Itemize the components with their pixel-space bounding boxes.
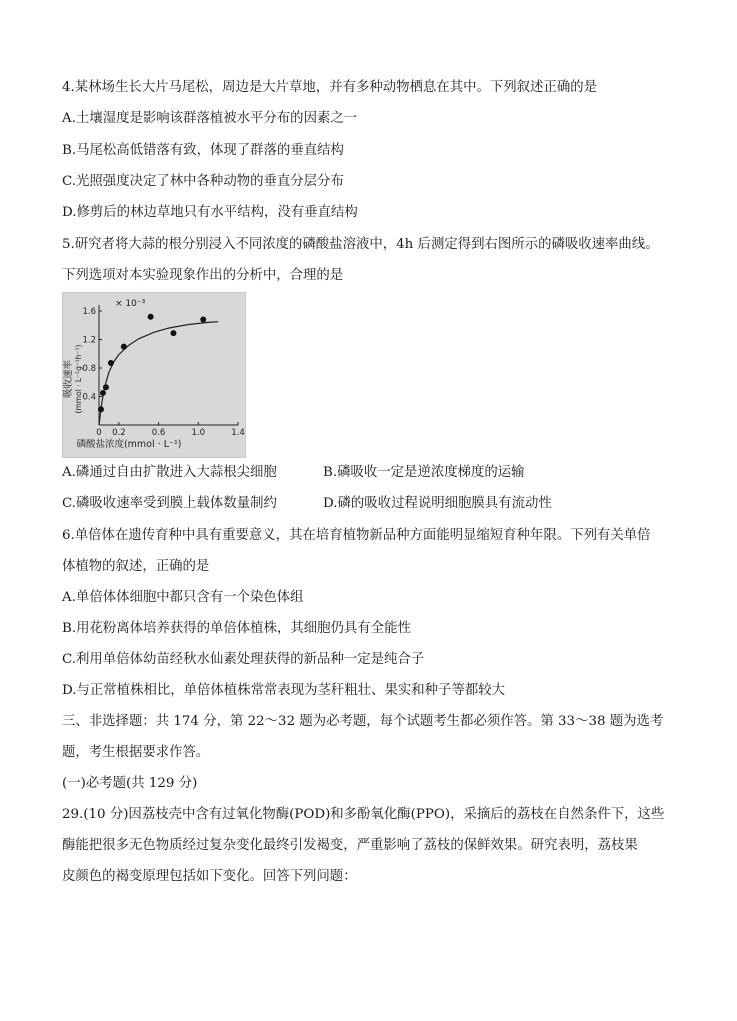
- q5-option-b: B.磷吸收一定是逆浓度梯度的运输: [323, 465, 525, 480]
- uptake-curve: [99, 322, 218, 425]
- data-point: [100, 390, 106, 396]
- q5-stem-line2: 下列选项对本实验现象作出的分析中，合理的是: [62, 268, 344, 283]
- q6-stem-line1: 6.单倍体在遗传育种中具有重要意义，其在培育植物新品种方面能明显缩短育种年限。下列有关单倍: [62, 528, 651, 543]
- q4-option-a: A.土壤湿度是影响该群落植被水平分布的因素之一: [62, 111, 358, 126]
- q4-option-b: B.马尾松高低错落有致，体现了群落的垂直结构: [62, 143, 344, 158]
- data-point: [103, 384, 109, 390]
- phosphate-uptake-chart: [63, 293, 245, 457]
- x-axis-label: 磷酸盐浓度(mmol · L⁻¹): [76, 439, 182, 450]
- data-point: [200, 317, 206, 323]
- y-tick-label: 1.2: [82, 335, 96, 346]
- y-tick-label: 0.8: [82, 364, 96, 374]
- y-tick-label: 1.6: [82, 307, 96, 317]
- q5-stem-line1: 5.研究者将大蒜的根分别浸入不同浓度的磷酸盐溶液中，4h 后测定得到右图所示的磷吸收速率曲线。: [62, 237, 659, 252]
- chart-point-layer: [98, 314, 206, 413]
- q6-option-d: D.与正常植株相比，单倍体植株常常表现为茎秆粗壮、果实和种子等都较大: [62, 683, 506, 698]
- q6-stem-line2: 体植物的叙述，正确的是: [62, 559, 210, 574]
- q5-option-d: D.磷的吸收过程说明细胞膜具有流动性: [323, 496, 552, 511]
- data-point: [108, 360, 114, 366]
- q6-option-b: B.用花粉离体培养获得的单倍体植株，其细胞仍具有全能性: [62, 621, 411, 636]
- data-point: [148, 314, 154, 320]
- x-tick-label: 1.4: [231, 428, 245, 438]
- y-exponent-label: × 10⁻³: [115, 299, 146, 309]
- data-point: [170, 330, 176, 336]
- y-axis-label-line1: 吸收速率: [63, 359, 74, 399]
- section3-heading-line2: 题，考生根据要求作答。: [62, 745, 210, 760]
- y-axis-label-line2: (mmol · L⁻¹g⁻¹h⁻¹): [74, 344, 83, 414]
- y-tick-label: 0.4: [82, 392, 96, 403]
- q29-line3: 皮颜色的褐变原理包括如下变化。回答下列问题：: [62, 869, 357, 884]
- x-tick-label: 0.6: [151, 428, 166, 438]
- data-point: [98, 406, 104, 412]
- chart-axes: [82, 305, 244, 438]
- q4-option-c: C.光照强度决定了林中各种动物的垂直分层分布: [62, 174, 344, 189]
- data-point: [121, 344, 127, 350]
- q4-option-d: D.修剪后的林边草地只有水平结构，没有垂直结构: [62, 205, 358, 220]
- section3-heading-line1: 三、非选择题：共 174 分，第 22～32 题为必考题，每个试题考生都必须作答。第 33～38 题为选考: [62, 714, 664, 729]
- q29-line1: 29.(10 分)因荔枝壳中含有过氧化物酶(POD)和多酚氧化酶(PPO)，采摘后的荔枝在自然条件下，这些: [62, 807, 665, 822]
- chart-curve-layer: [99, 322, 218, 425]
- q4-stem: 4.某林场生长大片马尾松，周边是大片草地，并有多种动物栖息在其中。下列叙述正确的是: [62, 80, 598, 95]
- q6-option-c: C.利用单倍体幼苗经秋水仙素处理获得的新品种一定是纯合子: [62, 652, 425, 667]
- x-tick-label: 0: [96, 428, 102, 438]
- q6-option-a: A.单倍体体细胞中都只含有一个染色体组: [62, 590, 304, 605]
- x-tick-label: 0.2: [112, 428, 126, 438]
- section3-subheading: (一)必考题(共 129 分): [62, 776, 198, 791]
- q5-option-c: C.磷吸收速率受到膜上载体数量制约: [62, 496, 277, 511]
- q29-line2: 酶能把很多无色物质经过复杂变化最终引发褐变，严重影响了荔枝的保鲜效果。研究表明，荔枝果: [62, 838, 638, 853]
- x-tick-label: 1.0: [191, 428, 206, 438]
- phosphate-uptake-figure: [62, 292, 246, 458]
- q5-option-a: A.磷通过自由扩散进入大蒜根尖细胞: [62, 465, 277, 480]
